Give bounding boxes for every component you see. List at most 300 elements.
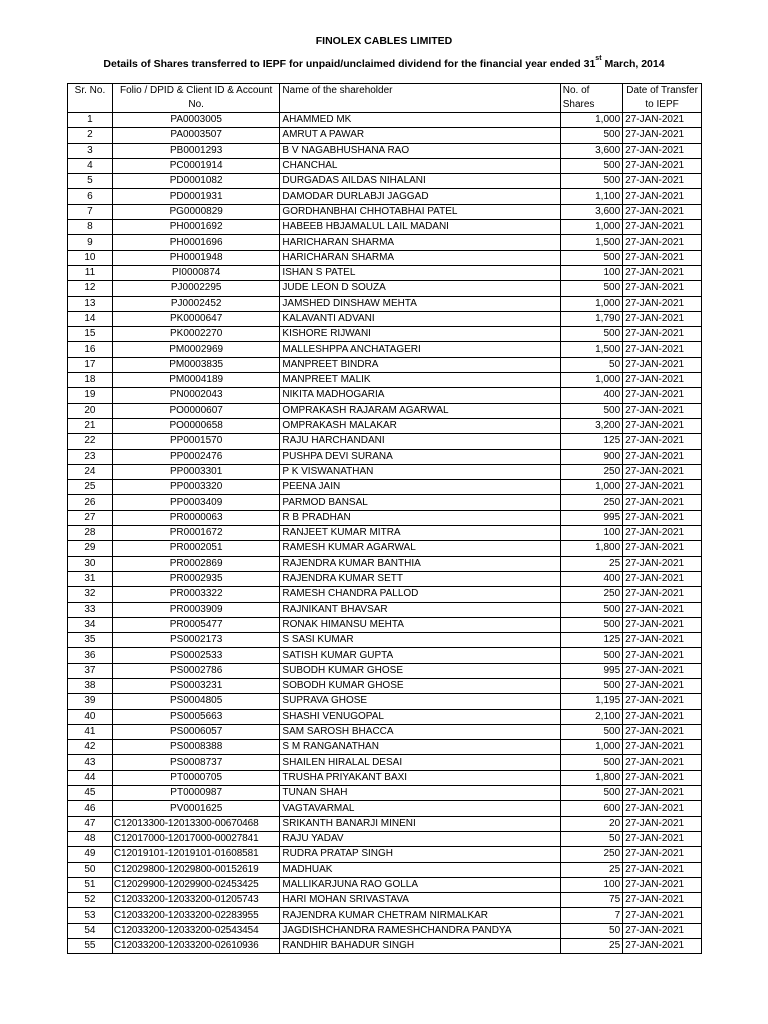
cell-date: 27-JAN-2021 — [623, 296, 702, 311]
cell-date: 27-JAN-2021 — [623, 556, 702, 571]
cell-sr-no: 30 — [68, 556, 113, 571]
cell-folio: PJ0002452 — [112, 296, 280, 311]
cell-name: OMPRAKASH RAJARAM AGARWAL — [280, 403, 560, 418]
cell-name: SUBODH KUMAR GHOSE — [280, 663, 560, 678]
cell-name: MALLESHPPA ANCHATAGERI — [280, 342, 560, 357]
table-row — [68, 449, 702, 464]
cell-folio: PI0000874 — [112, 265, 280, 280]
cell-shares: 25 — [560, 556, 622, 571]
cell-shares: 500 — [560, 786, 622, 801]
subtitle-superscript: st — [595, 55, 602, 62]
cell-date: 27-JAN-2021 — [623, 235, 702, 250]
table-row — [68, 403, 702, 418]
cell-date: 27-JAN-2021 — [623, 862, 702, 877]
cell-date: 27-JAN-2021 — [623, 128, 702, 143]
cell-name: SHASHI VENUGOPAL — [280, 709, 560, 724]
cell-folio: PR0002869 — [112, 556, 280, 571]
table-row — [68, 281, 702, 296]
cell-shares: 995 — [560, 510, 622, 525]
cell-date: 27-JAN-2021 — [623, 158, 702, 173]
header-shares: No. of Shares — [560, 84, 622, 113]
cell-date: 27-JAN-2021 — [623, 388, 702, 403]
cell-folio: C12013300-12013300-00670468 — [112, 816, 280, 831]
cell-name: AHAMMED MK — [280, 113, 560, 128]
table-row — [68, 495, 702, 510]
cell-folio: PJ0002295 — [112, 281, 280, 296]
cell-sr-no: 34 — [68, 617, 113, 632]
cell-sr-no: 37 — [68, 663, 113, 678]
cell-sr-no: 29 — [68, 541, 113, 556]
header-name: Name of the shareholder — [280, 84, 560, 113]
cell-sr-no: 50 — [68, 862, 113, 877]
cell-date: 27-JAN-2021 — [623, 602, 702, 617]
cell-sr-no: 47 — [68, 816, 113, 831]
cell-name: RAMESH CHANDRA PALLOD — [280, 587, 560, 602]
cell-folio: PA0003507 — [112, 128, 280, 143]
cell-date: 27-JAN-2021 — [623, 633, 702, 648]
cell-date: 27-JAN-2021 — [623, 770, 702, 785]
cell-folio: PA0003005 — [112, 113, 280, 128]
cell-sr-no: 38 — [68, 678, 113, 693]
table-row — [68, 893, 702, 908]
cell-date: 27-JAN-2021 — [623, 174, 702, 189]
cell-date: 27-JAN-2021 — [623, 113, 702, 128]
cell-shares: 1,000 — [560, 373, 622, 388]
cell-date: 27-JAN-2021 — [623, 510, 702, 525]
cell-folio: PP0003409 — [112, 495, 280, 510]
cell-shares: 1,800 — [560, 541, 622, 556]
cell-shares: 1,195 — [560, 694, 622, 709]
cell-date: 27-JAN-2021 — [623, 617, 702, 632]
cell-date: 27-JAN-2021 — [623, 480, 702, 495]
table-header-row — [68, 84, 702, 113]
table-row — [68, 801, 702, 816]
cell-folio: PD0001931 — [112, 189, 280, 204]
cell-sr-no: 28 — [68, 526, 113, 541]
cell-sr-no: 43 — [68, 755, 113, 770]
cell-name: PARMOD BANSAL — [280, 495, 560, 510]
cell-shares: 500 — [560, 327, 622, 342]
cell-name: HARICHARAN SHARMA — [280, 250, 560, 265]
cell-name: RAMESH KUMAR AGARWAL — [280, 541, 560, 556]
cell-shares: 50 — [560, 357, 622, 372]
cell-date: 27-JAN-2021 — [623, 648, 702, 663]
cell-folio: PO0000607 — [112, 403, 280, 418]
cell-folio: PP0002476 — [112, 449, 280, 464]
table-row — [68, 587, 702, 602]
cell-date: 27-JAN-2021 — [623, 939, 702, 954]
cell-folio: C12017000-12017000-00027841 — [112, 831, 280, 846]
cell-sr-no: 14 — [68, 311, 113, 326]
cell-shares: 250 — [560, 847, 622, 862]
cell-shares: 3,600 — [560, 143, 622, 158]
cell-sr-no: 32 — [68, 587, 113, 602]
cell-folio: PP0003301 — [112, 464, 280, 479]
cell-date: 27-JAN-2021 — [623, 220, 702, 235]
cell-shares: 75 — [560, 893, 622, 908]
cell-shares: 250 — [560, 587, 622, 602]
cell-shares: 1,500 — [560, 342, 622, 357]
table-row — [68, 373, 702, 388]
cell-date: 27-JAN-2021 — [623, 541, 702, 556]
cell-name: KALAVANTI ADVANI — [280, 311, 560, 326]
cell-sr-no: 22 — [68, 434, 113, 449]
document-subtitle — [0, 55, 768, 70]
cell-date: 27-JAN-2021 — [623, 265, 702, 280]
table-row — [68, 694, 702, 709]
cell-sr-no: 15 — [68, 327, 113, 342]
table-row — [68, 877, 702, 892]
cell-date: 27-JAN-2021 — [623, 908, 702, 923]
cell-date: 27-JAN-2021 — [623, 847, 702, 862]
cell-folio: PK0002270 — [112, 327, 280, 342]
header-sr-no: Sr. No. — [68, 84, 113, 113]
cell-folio: PC0001914 — [112, 158, 280, 173]
table-row — [68, 464, 702, 479]
document-title: FINOLEX CABLES LIMITED — [315, 35, 453, 47]
table-row — [68, 480, 702, 495]
cell-name: P K VISWANATHAN — [280, 464, 560, 479]
header-date: Date of Transfer to IEPF — [623, 84, 702, 113]
cell-shares: 500 — [560, 174, 622, 189]
cell-folio: PD0001082 — [112, 174, 280, 189]
table-row — [68, 770, 702, 785]
cell-date: 27-JAN-2021 — [623, 327, 702, 342]
table-row — [68, 648, 702, 663]
table-row — [68, 265, 702, 280]
table-row — [68, 602, 702, 617]
cell-folio: PT0000987 — [112, 786, 280, 801]
cell-folio: PR0003322 — [112, 587, 280, 602]
cell-shares: 1,100 — [560, 189, 622, 204]
table-row — [68, 923, 702, 938]
table-row — [68, 189, 702, 204]
cell-date: 27-JAN-2021 — [623, 204, 702, 219]
table-row — [68, 755, 702, 770]
cell-sr-no: 46 — [68, 801, 113, 816]
cell-sr-no: 10 — [68, 250, 113, 265]
cell-shares: 50 — [560, 923, 622, 938]
table-row — [68, 220, 702, 235]
cell-shares: 125 — [560, 434, 622, 449]
table-row — [68, 862, 702, 877]
cell-name: VAGTAVARMAL — [280, 801, 560, 816]
cell-date: 27-JAN-2021 — [623, 709, 702, 724]
cell-folio: PR0005477 — [112, 617, 280, 632]
table-row — [68, 250, 702, 265]
cell-shares: 125 — [560, 633, 622, 648]
cell-date: 27-JAN-2021 — [623, 495, 702, 510]
cell-sr-no: 11 — [68, 265, 113, 280]
cell-name: RANDHIR BAHADUR SINGH — [280, 939, 560, 954]
cell-shares: 1,500 — [560, 235, 622, 250]
cell-folio: PH0001692 — [112, 220, 280, 235]
cell-shares: 20 — [560, 816, 622, 831]
cell-sr-no: 41 — [68, 724, 113, 739]
cell-date: 27-JAN-2021 — [623, 663, 702, 678]
cell-date: 27-JAN-2021 — [623, 801, 702, 816]
cell-shares: 100 — [560, 877, 622, 892]
cell-folio: PV0001625 — [112, 801, 280, 816]
cell-name: RAJNIKANT BHAVSAR — [280, 602, 560, 617]
cell-folio: PR0002935 — [112, 571, 280, 586]
cell-shares: 250 — [560, 495, 622, 510]
cell-date: 27-JAN-2021 — [623, 755, 702, 770]
header-folio: Folio / DPID & Client ID & Account No. — [112, 84, 280, 113]
cell-shares: 50 — [560, 831, 622, 846]
cell-folio: C12033200-12033200-01205743 — [112, 893, 280, 908]
cell-sr-no: 19 — [68, 388, 113, 403]
cell-sr-no: 20 — [68, 403, 113, 418]
cell-folio: PM0002969 — [112, 342, 280, 357]
cell-name: CHANCHAL — [280, 158, 560, 173]
cell-sr-no: 55 — [68, 939, 113, 954]
cell-date: 27-JAN-2021 — [623, 893, 702, 908]
cell-folio: PS0008737 — [112, 755, 280, 770]
cell-folio: PP0003320 — [112, 480, 280, 495]
cell-sr-no: 23 — [68, 449, 113, 464]
cell-shares: 7 — [560, 908, 622, 923]
table-row — [68, 831, 702, 846]
table-row — [68, 556, 702, 571]
table-row — [68, 709, 702, 724]
cell-date: 27-JAN-2021 — [623, 816, 702, 831]
cell-shares: 500 — [560, 755, 622, 770]
cell-name: KISHORE RIJWANI — [280, 327, 560, 342]
cell-sr-no: 51 — [68, 877, 113, 892]
cell-date: 27-JAN-2021 — [623, 464, 702, 479]
cell-shares: 400 — [560, 571, 622, 586]
table-row — [68, 571, 702, 586]
cell-shares: 100 — [560, 265, 622, 280]
cell-name: TUNAN SHAH — [280, 786, 560, 801]
cell-date: 27-JAN-2021 — [623, 342, 702, 357]
cell-folio: PR0002051 — [112, 541, 280, 556]
cell-folio: PS0006057 — [112, 724, 280, 739]
cell-folio: PG0000829 — [112, 204, 280, 219]
cell-folio: PM0003835 — [112, 357, 280, 372]
cell-shares: 500 — [560, 648, 622, 663]
cell-name: RAJU YADAV — [280, 831, 560, 846]
table-row — [68, 740, 702, 755]
table-row — [68, 724, 702, 739]
cell-sr-no: 16 — [68, 342, 113, 357]
table-row — [68, 633, 702, 648]
cell-folio: PS0008388 — [112, 740, 280, 755]
cell-sr-no: 25 — [68, 480, 113, 495]
cell-shares: 900 — [560, 449, 622, 464]
table-row — [68, 847, 702, 862]
table-row — [68, 418, 702, 433]
cell-folio: PO0000658 — [112, 418, 280, 433]
cell-folio: PP0001570 — [112, 434, 280, 449]
cell-sr-no: 44 — [68, 770, 113, 785]
cell-folio: PR0003909 — [112, 602, 280, 617]
cell-date: 27-JAN-2021 — [623, 189, 702, 204]
subtitle-text: Details of Shares transferred to IEPF for unpaid/unclaimed dividend for the financial year ended 31 — [103, 58, 596, 70]
cell-date: 27-JAN-2021 — [623, 403, 702, 418]
cell-folio: PH0001948 — [112, 250, 280, 265]
cell-folio: PR0000063 — [112, 510, 280, 525]
cell-name: AMRUT A PAWAR — [280, 128, 560, 143]
table-row — [68, 541, 702, 556]
cell-date: 27-JAN-2021 — [623, 923, 702, 938]
table-row — [68, 128, 702, 143]
cell-shares: 600 — [560, 801, 622, 816]
cell-name: HABEEB HBJAMALUL LAIL MADANI — [280, 220, 560, 235]
cell-name: SAM SAROSH BHACCA — [280, 724, 560, 739]
cell-name: TRUSHA PRIYAKANT BAXI — [280, 770, 560, 785]
table-row — [68, 296, 702, 311]
cell-date: 27-JAN-2021 — [623, 831, 702, 846]
cell-name: RUDRA PRATAP SINGH — [280, 847, 560, 862]
table-row — [68, 526, 702, 541]
cell-date: 27-JAN-2021 — [623, 740, 702, 755]
cell-name: RAJU HARCHANDANI — [280, 434, 560, 449]
cell-name: SUPRAVA GHOSE — [280, 694, 560, 709]
cell-name: R B PRADHAN — [280, 510, 560, 525]
cell-sr-no: 5 — [68, 174, 113, 189]
cell-folio: PT0000705 — [112, 770, 280, 785]
cell-date: 27-JAN-2021 — [623, 418, 702, 433]
cell-shares: 2,100 — [560, 709, 622, 724]
table-row — [68, 158, 702, 173]
cell-sr-no: 6 — [68, 189, 113, 204]
cell-shares: 500 — [560, 128, 622, 143]
table-row — [68, 113, 702, 128]
cell-sr-no: 39 — [68, 694, 113, 709]
cell-name: OMPRAKASH MALAKAR — [280, 418, 560, 433]
cell-shares: 100 — [560, 526, 622, 541]
cell-name: JUDE LEON D SOUZA — [280, 281, 560, 296]
cell-name: SOBODH KUMAR GHOSE — [280, 678, 560, 693]
cell-folio: C12033200-12033200-02610936 — [112, 939, 280, 954]
cell-name: B V NAGABHUSHANA RAO — [280, 143, 560, 158]
cell-date: 27-JAN-2021 — [623, 877, 702, 892]
cell-name: NIKITA MADHOGARIA — [280, 388, 560, 403]
cell-folio: C12019101-12019101-01608581 — [112, 847, 280, 862]
cell-date: 27-JAN-2021 — [623, 678, 702, 693]
cell-shares: 1,000 — [560, 220, 622, 235]
cell-name: PEENA JAIN — [280, 480, 560, 495]
table-row — [68, 357, 702, 372]
cell-sr-no: 18 — [68, 373, 113, 388]
cell-sr-no: 26 — [68, 495, 113, 510]
cell-date: 27-JAN-2021 — [623, 724, 702, 739]
cell-folio: PH0001696 — [112, 235, 280, 250]
cell-date: 27-JAN-2021 — [623, 373, 702, 388]
cell-sr-no: 24 — [68, 464, 113, 479]
cell-name: SATISH KUMAR GUPTA — [280, 648, 560, 663]
table-row — [68, 143, 702, 158]
cell-shares: 500 — [560, 281, 622, 296]
cell-shares: 3,600 — [560, 204, 622, 219]
table-row — [68, 311, 702, 326]
table-row — [68, 816, 702, 831]
cell-date: 27-JAN-2021 — [623, 357, 702, 372]
cell-sr-no: 54 — [68, 923, 113, 938]
table-row — [68, 663, 702, 678]
cell-folio: PS0002533 — [112, 648, 280, 663]
cell-folio: PM0004189 — [112, 373, 280, 388]
cell-sr-no: 7 — [68, 204, 113, 219]
table-row — [68, 204, 702, 219]
cell-sr-no: 36 — [68, 648, 113, 663]
table-row — [68, 510, 702, 525]
cell-folio: C12033200-12033200-02283955 — [112, 908, 280, 923]
cell-date: 27-JAN-2021 — [623, 694, 702, 709]
cell-name: S SASI KUMAR — [280, 633, 560, 648]
cell-shares: 1,000 — [560, 113, 622, 128]
cell-shares: 1,000 — [560, 296, 622, 311]
cell-sr-no: 53 — [68, 908, 113, 923]
cell-sr-no: 3 — [68, 143, 113, 158]
subtitle-text-end: March, 2014 — [601, 58, 665, 70]
cell-folio: PS0005663 — [112, 709, 280, 724]
cell-sr-no: 8 — [68, 220, 113, 235]
table-row — [68, 174, 702, 189]
cell-folio: PS0002173 — [112, 633, 280, 648]
cell-name: S M RANGANATHAN — [280, 740, 560, 755]
cell-shares: 250 — [560, 464, 622, 479]
cell-name: RAJENDRA KUMAR BANTHIA — [280, 556, 560, 571]
cell-name: MANPREET BINDRA — [280, 357, 560, 372]
cell-date: 27-JAN-2021 — [623, 786, 702, 801]
cell-shares: 1,000 — [560, 480, 622, 495]
table-row — [68, 939, 702, 954]
cell-name: JAMSHED DINSHAW MEHTA — [280, 296, 560, 311]
cell-folio: C12029900-12029900-02453425 — [112, 877, 280, 892]
cell-shares: 500 — [560, 158, 622, 173]
cell-date: 27-JAN-2021 — [623, 587, 702, 602]
cell-name: MANPREET MALIK — [280, 373, 560, 388]
cell-sr-no: 45 — [68, 786, 113, 801]
cell-sr-no: 35 — [68, 633, 113, 648]
cell-date: 27-JAN-2021 — [623, 449, 702, 464]
cell-folio: PS0003231 — [112, 678, 280, 693]
cell-sr-no: 2 — [68, 128, 113, 143]
cell-folio: C12033200-12033200-02543454 — [112, 923, 280, 938]
cell-shares: 1,000 — [560, 740, 622, 755]
cell-date: 27-JAN-2021 — [623, 526, 702, 541]
cell-shares: 500 — [560, 678, 622, 693]
cell-sr-no: 40 — [68, 709, 113, 724]
cell-name: HARI MOHAN SRIVASTAVA — [280, 893, 560, 908]
cell-sr-no: 42 — [68, 740, 113, 755]
cell-shares: 500 — [560, 250, 622, 265]
cell-shares: 995 — [560, 663, 622, 678]
cell-sr-no: 33 — [68, 602, 113, 617]
cell-folio: PK0000647 — [112, 311, 280, 326]
cell-name: ISHAN S PATEL — [280, 265, 560, 280]
cell-folio: PB0001293 — [112, 143, 280, 158]
cell-date: 27-JAN-2021 — [623, 434, 702, 449]
cell-sr-no: 9 — [68, 235, 113, 250]
cell-shares: 400 — [560, 388, 622, 403]
cell-sr-no: 12 — [68, 281, 113, 296]
table-row — [68, 678, 702, 693]
table-row — [68, 786, 702, 801]
cell-sr-no: 1 — [68, 113, 113, 128]
table-row — [68, 434, 702, 449]
cell-folio: PN0002043 — [112, 388, 280, 403]
cell-name: RONAK HIMANSU MEHTA — [280, 617, 560, 632]
cell-date: 27-JAN-2021 — [623, 143, 702, 158]
cell-sr-no: 17 — [68, 357, 113, 372]
table-row — [68, 388, 702, 403]
cell-name: MADHUAK — [280, 862, 560, 877]
table-body — [68, 113, 702, 954]
